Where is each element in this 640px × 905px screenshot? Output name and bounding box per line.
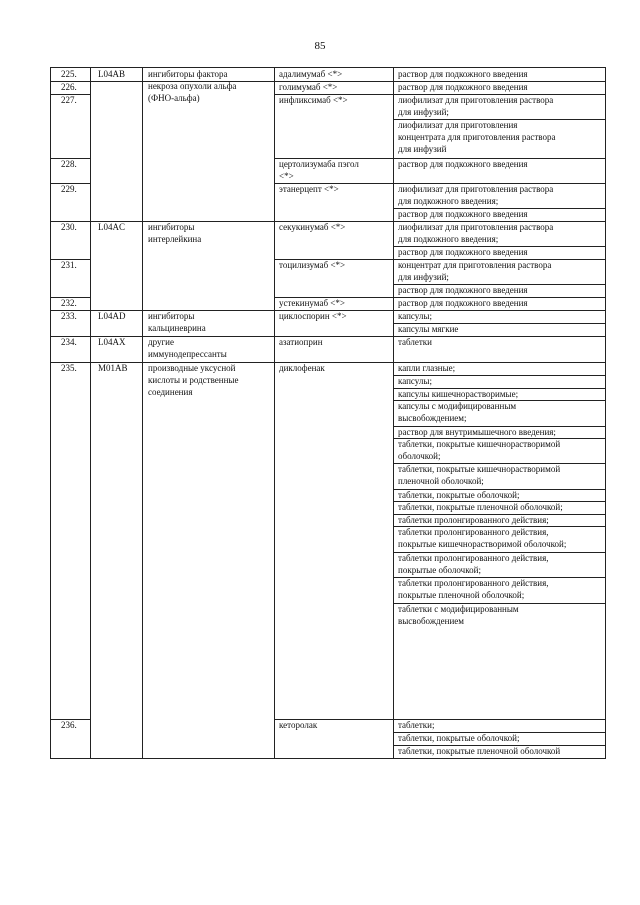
drug-name: кеторолак [279,720,318,730]
atc-code: L04AD [98,311,126,321]
dosage-form: таблетки пролонгированного действия; [398,515,549,525]
drug-name: азатиоприн [279,337,323,347]
dosage-form: таблетки, покрытые пленочной оболочкой; [398,502,563,512]
dosage-form: пленочной оболочкой; [398,476,484,486]
group-name: ингибиторы [148,311,195,321]
group-name: (ФНО-альфа) [148,93,200,103]
row-number: 231. [61,260,77,270]
drug-name: циклоспорин <*> [279,311,347,321]
row-number: 225. [61,69,77,79]
dosage-form: капсулы мягкие [398,324,459,334]
dosage-form: капсулы; [398,311,432,321]
dosage-form: лиофилизат для приготовления [398,120,518,130]
drug-name: секукинумаб <*> [279,222,346,232]
dosage-form: капсулы; [398,376,432,386]
dosage-form: таблетки пролонгированного действия, [398,578,549,588]
dosage-form: для инфузий; [398,107,449,117]
group-name: другие [148,337,174,347]
group-name: производные уксусной [148,363,236,373]
row-number: 229. [61,184,77,194]
dosage-form: раствор для подкожного введения [398,247,528,257]
dosage-form: для подкожного введения; [398,196,499,206]
dosage-form: покрытые кишечнорастворимой оболочкой; [398,539,567,549]
dosage-form: раствор для подкожного введения [398,69,528,79]
drug-table [50,67,606,759]
dosage-form: таблетки; [398,720,435,730]
col-divider [274,68,275,758]
dosage-form: раствор для подкожного введения [398,209,528,219]
dosage-form: таблетки, покрытые кишечнорастворимой [398,439,561,449]
atc-code: L04AC [98,222,125,232]
dosage-form: для инфузий [398,144,447,154]
dosage-form: лиофилизат для приготовления раствора [398,95,554,105]
drug-name: адалимумаб <*> [279,69,343,79]
atc-code: L04AX [98,337,126,347]
dosage-form: концентрата для приготовления раствора [398,132,556,142]
dosage-form: раствор для подкожного введения [398,298,528,308]
atc-code: L04AB [98,69,125,79]
dosage-form: раствор для подкожного введения [398,82,528,92]
row-number: 230. [61,222,77,232]
row-number: 232. [61,298,77,308]
group-name: ингибиторы фактора [148,69,228,79]
col-divider [142,68,143,758]
dosage-form: высвобождением [398,616,464,626]
drug-name: голимумаб <*> [279,82,338,92]
row-number: 234. [61,337,77,347]
drug-name: этанерцепт <*> [279,184,339,194]
row-number: 226. [61,82,77,92]
dosage-form: таблетки пролонгированного действия, [398,527,549,537]
dosage-form: капли глазные; [398,363,456,373]
dosage-form: таблетки, покрытые пленочной оболочкой [398,746,561,756]
atc-code: M01AB [98,363,128,373]
dosage-form: капсулы кишечнорастворимые; [398,389,519,399]
dosage-form: таблетки, покрытые оболочкой; [398,490,520,500]
row-divider [274,719,605,720]
row-divider [51,336,605,337]
dosage-form: раствор для подкожного введения [398,159,528,169]
group-name: иммунодепрессанты [148,349,227,359]
dosage-form: таблетки, покрытые кишечнорастворимой [398,464,561,474]
group-name: ингибиторы [148,222,195,232]
col-divider [90,68,91,758]
dosage-form: таблетки пролонгированного действия, [398,553,549,563]
dosage-form: покрытые пленочной оболочкой; [398,590,525,600]
row-number: 227. [61,95,77,105]
dosage-form: для подкожного введения; [398,234,499,244]
group-name: некроза опухоли альфа [148,81,237,91]
row-number: 236. [61,720,77,730]
group-name: соединения [148,387,193,397]
dosage-form: для инфузий; [398,272,449,282]
dosage-form: таблетки с модифицированным [398,604,519,614]
dosage-form: лиофилизат для приготовления раствора [398,222,554,232]
row-divider [51,362,605,363]
group-name: кальциневрина [148,323,206,333]
dosage-form: концентрат для приготовления раствора [398,260,552,270]
page-number: 85 [314,40,326,52]
drug-name: диклофенак [279,363,325,373]
row-number: 233. [61,311,77,321]
drug-name: тоцилизумаб <*> [279,260,346,270]
dosage-form: высвобождением; [398,413,467,423]
dosage-form: таблетки [398,337,433,347]
dosage-form: раствор для подкожного введения [398,285,528,295]
col-divider [393,68,394,758]
group-name: интерлейкина [148,234,202,244]
row-number: 228. [61,159,77,169]
drug-name: устекинумаб <*> [279,298,345,308]
dosage-form: лиофилизат для приготовления раствора [398,184,554,194]
dosage-form: оболочкой; [398,451,441,461]
group-name: кислоты и родственные [148,375,239,385]
dosage-form: таблетки, покрытые оболочкой; [398,733,520,743]
dosage-form: раствор для внутримышечного введения; [398,427,556,437]
dosage-form: покрытые оболочкой; [398,565,481,575]
row-number: 235. [61,363,77,373]
drug-name: цертолизумаба пэгол [279,159,359,169]
drug-name: <*> [279,171,294,181]
dosage-form: капсулы с модифицированным [398,401,517,411]
drug-name: инфликсимаб <*> [279,95,348,105]
